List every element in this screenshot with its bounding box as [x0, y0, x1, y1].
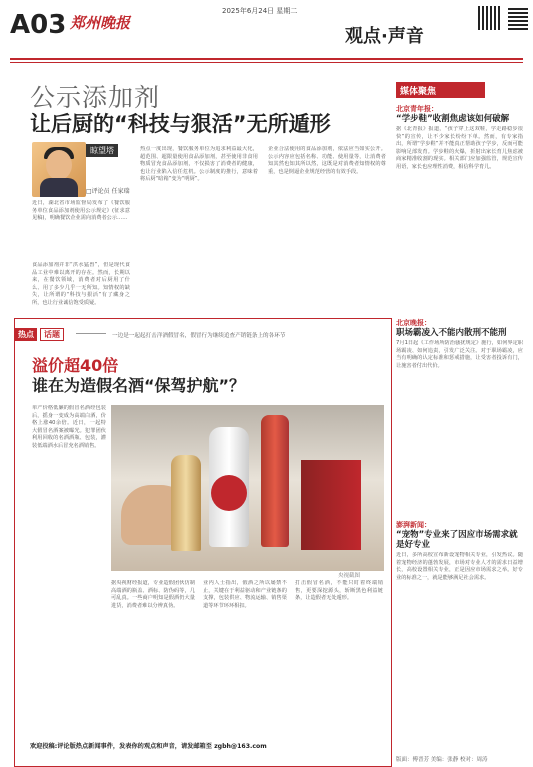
- sidebar-item-title: “宠物”专业来了因应市场需求就是好专业: [396, 530, 518, 550]
- sidebar-item-source: 澎湃新闻：: [396, 521, 431, 529]
- liquor-box-shape: [301, 460, 361, 550]
- sidebar-item-title: “学步鞋”收割焦虑该如何破解: [396, 114, 510, 124]
- bottle-shape: [171, 455, 201, 551]
- page-number: A03: [10, 10, 67, 40]
- lead-body-col2: 热点一度出现，餐饮服务单位为追求利益最大化，超范围、超限量使用食品添加剂，甚至使用非食用物质冒充食品添加剂，不仅损害了消费者的健康，也让行业陷入信任危机。公示制度的推行，意味着将后厨“暗箱”变为“明厨”。: [140, 146, 258, 183]
- sidebar-banner-label: 媒体聚焦: [400, 87, 437, 97]
- header-rule-thin: [10, 62, 523, 63]
- hot-topic-tag-2: 话题: [40, 328, 64, 341]
- lead-body-col1: 食品添加剂并非“洪水猛兽”，但是现代食品工业中难以离开的存在。然而，长期以来，在餐饮领域，消费者对后厨用了什么、用了多少几乎一无所知。知情权的缺失，让所谓的“科技与狠活”有了藏身之所，也让行业诚信饱受质疑。: [32, 262, 130, 306]
- bottle-shape: [261, 415, 289, 547]
- author-photo: [32, 142, 86, 197]
- lead-headline: 让后厨的“科技与狠活”无所遁形: [30, 112, 331, 136]
- submission-text: 欢迎投稿:评论版热点新闻事件，发表你的观点和声音，请发邮箱至 zgbh@163.com: [30, 743, 267, 750]
- qr-code-icon: [478, 6, 502, 30]
- lead-kicker: 公示添加剂: [30, 83, 161, 112]
- sidebar-item-3: [396, 520, 523, 748]
- column-tag: 晾望塔: [86, 144, 118, 157]
- sidebar-item-source: 北京晚报：: [396, 319, 431, 327]
- sidebar-item-body: 据《北青报》报道，“孩子穿上这双鞋，学走路稳步很快”的宣传，让不少家长纷纷下单。然而，有专家指出，所谓“学步鞋”并不能真正帮助孩子学步，反而可能影响足部发育。学步鞋的火爆，折射出家长育儿焦虑被商家精准收割的现实。相关部门应加强监管，规范宣传用语，家长也应理性消费，相信科学育儿。: [396, 126, 523, 170]
- sidebar-item-title: 职场霸凌入不能内散刑不能刑: [396, 328, 507, 338]
- hot-topic-tag: 热点: [15, 328, 37, 341]
- sidebar-item-body: 近日，多所高校宣布新设宠物相关专业，引发热议。随着宠物经济的蓬勃发展，市场对专业人才的需求日益增长，高校设置相关专业，正是因应市场需求之举。好专业的标准之一，就是能够满足社会需求。: [396, 552, 523, 581]
- hot-body-col4: 打击假冒名酒，不能只盯着终端销售，更要深挖源头，斩断黑色利益链条，让造假者无处遁形。: [295, 580, 383, 602]
- issue-date: 2025年6月24日 星期二: [222, 7, 298, 15]
- hot-body-col1: 单产价格低廉的假冒名酒经包装后，摇身一变成为高端白酒，价格上涨40余倍。近日，一起特大假冒名酒案被曝光。犯罪团伙利用回收的名酒酒瓶、包装，灌装低端酒水后冒充名酒销售。: [32, 405, 106, 449]
- section-title: 观点·声音: [345, 26, 424, 47]
- sidebar-item-body: 7月1日起《工作场所防治骚扰规定》施行，如何界定职场霸凌、如何追责，引发广泛关注。对于职场霸凌，应当有明确的认定标准和惩戒措施，让受害者投诉有门，让施害者付出代价。: [396, 340, 523, 369]
- sidebar-banner: [396, 82, 523, 98]
- lead-body-col3: 企业合法使用的食品添加剂，依法应当如实公开。公示内容应包括名称、功能、使用量等，让消费者知其然也知其所以然，这既是对消费者知情权的尊重，也是倒逼企业规范经营的有效手段。: [268, 146, 386, 175]
- editor-credits: 版面：傅晋芳 美编：张静 校对：周涛: [396, 757, 488, 763]
- hot-body-col3: 业内人士指出，假酒之所以屡禁不止，关键在于利益驱动和产业链条的支撑，包装供应、物流运输、销售渠道等环节环环相扣。: [203, 580, 287, 609]
- hot-topic-subtitle: 一边是一起起打击洋酒假冒名，假冒行为继续追查产销链条上的各环节: [112, 333, 286, 339]
- header-rule: [10, 58, 523, 60]
- sidebar-item-1: [396, 104, 523, 304]
- lead-intro: 近日，湖北省市场监督局发布了《餐饮服务单位食品添加剂使用公示规定》(征求意见稿)，明确餐饮企业需向消费者公示……: [32, 200, 130, 222]
- qr-code-icon-2: [508, 6, 528, 30]
- bottle-shape: [209, 427, 249, 547]
- liquor-photo: [111, 405, 384, 571]
- hot-headline-line2: 谁在为造假名酒“保驾护航”？: [32, 376, 246, 395]
- divider: [76, 333, 106, 334]
- submission-note: [30, 741, 380, 753]
- hot-headline-line1: 溢价超40倍: [32, 356, 119, 375]
- newspaper-logo: 郑州晚报: [70, 14, 131, 32]
- hot-body-col2: 据央视财经报道，专业造假团伙仿制高端酒的瓶盖、酒标、防伪码等，几可乱真。一些商户明知是假酒仍大量进货，消费者难以分辨真伪。: [111, 580, 195, 609]
- sidebar-item-source: 北京青年报：: [396, 105, 438, 113]
- sidebar-item-2: [396, 318, 523, 512]
- photo-caption: 央视截图: [338, 573, 361, 579]
- byline: □评论员 任家瑞: [86, 188, 130, 195]
